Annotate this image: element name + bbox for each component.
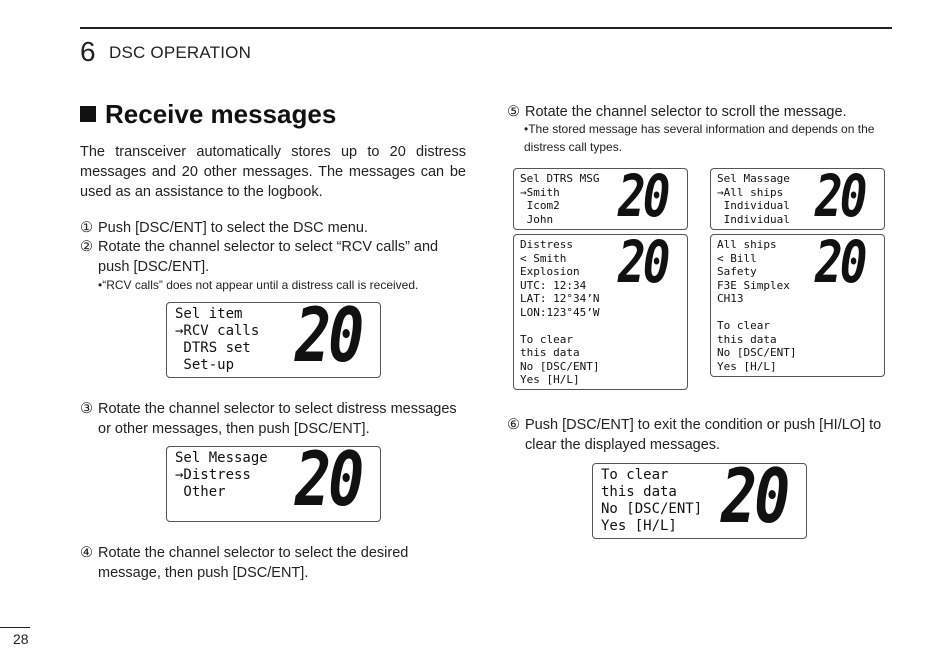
chapter-title: DSC OPERATION xyxy=(109,43,252,62)
step-2-note: •“RCV calls” does not appear until a distress call is received. xyxy=(98,278,419,292)
lcd-channel-number: 20 xyxy=(721,463,788,539)
header-rule xyxy=(80,27,892,29)
step-number: ② xyxy=(80,239,93,255)
step-4 xyxy=(80,543,470,583)
lcd-channel-number: 20 xyxy=(618,168,668,230)
footer-rule xyxy=(0,627,30,628)
step-5-note: •The stored message has several information and depends on the distress call types. xyxy=(524,122,875,154)
chapter-number: 6 xyxy=(80,36,96,67)
step-text: Push [DSC/ENT] to exit the condition or push [HI/LO] to clear the displayed messages. xyxy=(525,417,882,453)
step-text: Rotate the channel selector to select “RCV calls” and push [DSC/ENT]. xyxy=(98,239,439,275)
step-number: ⑥ xyxy=(507,417,520,433)
step-text: Rotate the channel selector to scroll the message. xyxy=(525,104,847,120)
lcd-text: Sel item →RCV calls DTRS set Set-up xyxy=(175,306,260,373)
lcd-channel-number: 20 xyxy=(618,234,668,296)
step-3 xyxy=(80,399,470,439)
lcd-channel-number: 20 xyxy=(815,234,865,296)
lcd-text: Sel DTRS MSG →Smith Icom2 John xyxy=(520,172,600,226)
lcd-display-clear-confirm xyxy=(592,463,807,539)
step-6 xyxy=(507,415,895,455)
step-text: Rotate the channel selector to select distress messages or other messages, then push [DSC/ENT]. xyxy=(98,401,457,437)
lcd-display-other-detail xyxy=(710,234,885,377)
step-1 xyxy=(80,218,470,238)
intro-paragraph: The transceiver automatically stores up to 20 distress messages and 20 other messages. The messages can be used as an assistance to the logbook. xyxy=(80,144,466,200)
lcd-text: Distress < Smith Explosion UTC: 12:34 LAT: 12°34’N LON:123°45’W To clear this data No [DSC/ENT] Yes [H/L] xyxy=(520,238,600,386)
lcd-text: Sel Massage →All ships Individual Individual xyxy=(717,172,790,226)
lcd-display-other-list xyxy=(710,168,885,230)
lcd-text: All ships < Bill Safety F3E Simplex CH13 To clear this data No [DSC/ENT] Yes [H/L] xyxy=(717,238,797,373)
lcd-channel-number: 20 xyxy=(295,302,362,378)
lcd-text: Sel Message →Distress Other xyxy=(175,450,268,500)
square-bullet-icon xyxy=(80,106,96,122)
section-heading xyxy=(80,98,336,130)
step-2 xyxy=(80,237,470,277)
section-title: Receive messages xyxy=(105,99,337,129)
step-number: ⑤ xyxy=(507,104,520,120)
lcd-display-main-menu xyxy=(166,302,381,378)
step-number: ③ xyxy=(80,401,93,417)
lcd-display-distress-list xyxy=(513,168,688,230)
step-text: Push [DSC/ENT] to select the DSC menu. xyxy=(98,220,368,236)
step-text: Rotate the channel selector to select the desired message, then push [DSC/ENT]. xyxy=(98,545,409,581)
lcd-display-distress-detail xyxy=(513,234,688,390)
page-number: 28 xyxy=(13,631,29,647)
lcd-text: To clear this data No [DSC/ENT] Yes [H/L] xyxy=(601,467,703,534)
step-number: ④ xyxy=(80,545,93,561)
step-5 xyxy=(507,102,897,122)
lcd-display-select-message xyxy=(166,446,381,522)
lcd-channel-number: 20 xyxy=(295,446,362,522)
step-number: ① xyxy=(80,220,93,236)
lcd-channel-number: 20 xyxy=(815,168,865,230)
